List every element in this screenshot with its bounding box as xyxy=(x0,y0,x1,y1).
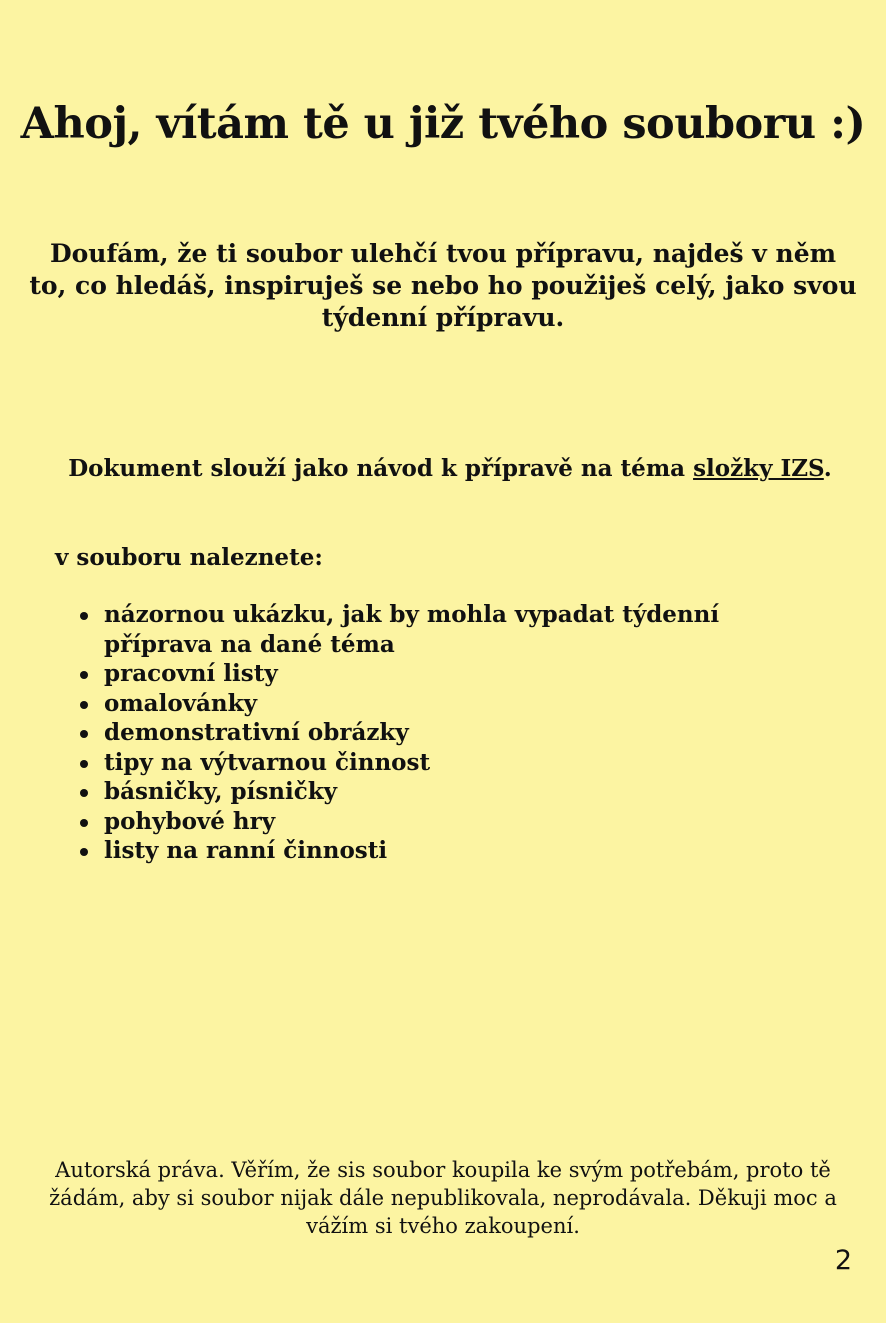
contents-heading: v souboru naleznete: xyxy=(55,544,323,571)
list-item: názornou ukázku, jak by mohla vypadat týdenní příprava na dané téma xyxy=(104,600,784,659)
purpose-topic: složky IZS xyxy=(693,455,824,482)
copyright-notice: Autorská práva. Věřím, že sis soubor koupila ke svým potřebám, proto tě žádám, aby si soubor nijak dále nepublikovala, neprodávala. Děkuji moc a vážím si tvého zakoupení. xyxy=(49,1158,837,1238)
intro-paragraph: Doufám, že ti soubor ulehčí tvou přípravu, najdeš v něm to, co hledáš, inspiruješ se nebo ho použiješ celý, jako svou týdenní přípravu. xyxy=(29,239,857,332)
page-number: 2 xyxy=(834,1245,852,1276)
list-item: omalovánky xyxy=(104,689,784,719)
list-item: pohybové hry xyxy=(104,807,784,837)
list-item: pracovní listy xyxy=(104,659,784,689)
purpose-paragraph xyxy=(60,453,840,485)
page-title: Ahoj, vítám tě u již tvého souboru :) xyxy=(20,99,866,149)
list-item: demonstrativní obrázky xyxy=(104,718,784,748)
list-item: listy na ranní činnosti xyxy=(104,836,784,866)
purpose-text: Dokument slouží jako návod k přípravě na téma xyxy=(68,455,694,482)
list-item: tipy na výtvarnou činnost xyxy=(104,748,784,778)
contents-list xyxy=(104,600,784,866)
purpose-period: . xyxy=(823,455,832,482)
list-item: básničky, písničky xyxy=(104,777,784,807)
